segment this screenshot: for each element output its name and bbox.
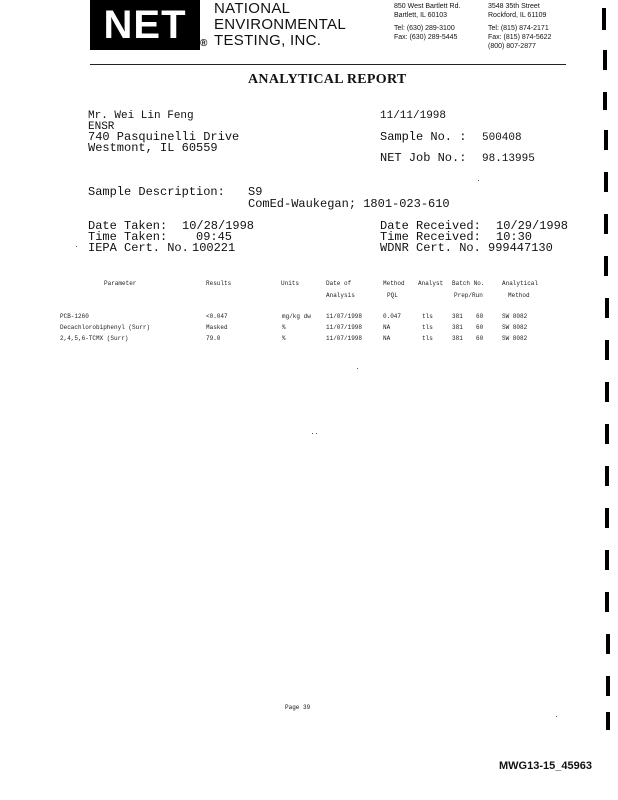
scan-edge-mark: [604, 214, 608, 234]
col-header-date-1: Date of: [326, 280, 352, 287]
row1-parameter: PCB-1260: [60, 313, 89, 320]
scan-speck: [478, 180, 479, 181]
row2-parameter: Decachlorobiphenyl (Surr): [60, 324, 151, 331]
scan-edge-mark: [605, 424, 609, 444]
row2-analyst: tls: [422, 324, 433, 331]
col-header-batch-2: Prep/Run: [454, 292, 483, 299]
scan-edge-mark: [603, 50, 607, 70]
time-taken-value: 09:45: [196, 230, 233, 244]
client-city: Westmont, IL 60559: [88, 141, 218, 155]
scan-speck: [357, 368, 358, 369]
row2-results: Masked: [206, 324, 228, 331]
row1-pql: 0.047: [383, 313, 402, 320]
scan-edge-mark: [605, 550, 609, 570]
wdnr-cert-value: 999447130: [488, 241, 553, 255]
sample-description-line1: S9: [248, 185, 263, 199]
scan-edge-mark: [603, 92, 607, 110]
scan-edge-mark: [606, 712, 610, 730]
company-name-line1: NATIONAL: [214, 0, 291, 17]
row3-date: 11/07/1998: [326, 335, 363, 342]
sample-no-label: Sample No. :: [380, 130, 467, 144]
scan-speck: [316, 433, 317, 434]
row3-analyst: tls: [422, 335, 433, 342]
scan-speck: [556, 716, 557, 717]
row1-results: <0.047: [206, 313, 228, 320]
row3-units: %: [282, 335, 286, 342]
scan-edge-mark: [604, 172, 608, 192]
row1-prep: 381: [452, 313, 463, 320]
col-header-method-2: PQL: [387, 292, 398, 299]
office2-address: 3548 35th Street Rockford, IL 61109 Tel: (815) 874-2171 Fax: (815) 874-5622 (800) 807-2877: [488, 3, 552, 50]
row1-units: mg/kg dw: [282, 313, 311, 320]
iepa-cert-value: 100221: [192, 241, 236, 255]
row1-run: 60: [476, 313, 484, 320]
row2-pql: NA: [383, 324, 391, 331]
job-no-label: NET Job No.:: [380, 151, 467, 165]
col-header-parameter: Parameter: [104, 280, 137, 287]
company-name-line2: ENVIRONMENTAL: [214, 16, 346, 33]
scan-edge-mark: [605, 340, 609, 360]
client-street: 740 Pasquinelli Drive: [88, 130, 240, 144]
wdnr-cert-label: WDNR Cert. No.: [380, 241, 481, 255]
date-received-value: 10/29/1998: [496, 219, 569, 233]
scan-edge-mark: [605, 382, 609, 402]
time-taken-label: Time Taken:: [88, 230, 168, 244]
scan-edge-mark: [602, 8, 606, 30]
job-no-value: 98.13995: [482, 153, 535, 165]
row2-date: 11/07/1998: [326, 324, 363, 331]
time-received-value: 10:30: [496, 230, 533, 244]
report-title: ANALYTICAL REPORT: [248, 72, 407, 87]
scan-edge-mark: [605, 592, 609, 612]
sample-description-label: Sample Description:: [88, 185, 225, 199]
row3-method: SW 8082: [502, 335, 528, 342]
row2-prep: 381: [452, 324, 463, 331]
scan-edge-mark: [605, 508, 609, 528]
client-name: Mr. Wei Lin Feng: [88, 110, 194, 122]
date-taken-value: 10/28/1998: [182, 219, 255, 233]
registered-mark: ®: [200, 38, 208, 49]
row1-analyst: tls: [422, 313, 433, 320]
row2-method: SW 8082: [502, 324, 528, 331]
date-taken-label: Date Taken:: [88, 219, 168, 233]
net-logo: NET: [90, 0, 200, 50]
scan-speck: [76, 246, 77, 247]
row2-units: %: [282, 324, 286, 331]
iepa-cert-label: IEPA Cert. No.: [88, 241, 189, 255]
row3-pql: NA: [383, 335, 391, 342]
company-name-line3: TESTING, INC.: [214, 32, 322, 49]
scan-edge-mark: [605, 298, 609, 318]
col-header-batch-1: Batch No.: [452, 280, 485, 287]
col-header-analytical-1: Analytical: [502, 280, 539, 287]
page-number: Page 39: [285, 704, 311, 711]
col-header-analyst: Analyst: [418, 280, 444, 287]
scan-edge-mark: [606, 676, 610, 696]
scan-edge-mark: [606, 634, 610, 654]
office1-address: 850 West Bartlett Rd. Bartlett, IL 60103 Tel: (630) 289-3100 Fax: (630) 289-5445: [394, 3, 461, 41]
row2-run: 60: [476, 324, 484, 331]
time-received-label: Time Received:: [380, 230, 481, 244]
sample-no-value: 500408: [482, 132, 522, 144]
date-received-label: Date Received:: [380, 219, 481, 233]
row1-method: SW 8082: [502, 313, 528, 320]
scan-speck: [312, 433, 313, 434]
sample-description-line2: ComEd-Waukegan; 1801-023-610: [248, 197, 450, 211]
header-divider: [90, 64, 566, 65]
row1-date: 11/07/1998: [326, 313, 363, 320]
col-header-date-2: Analysis: [326, 292, 355, 299]
scan-edge-mark: [604, 130, 608, 150]
col-header-units: Units: [281, 280, 300, 287]
row3-run: 60: [476, 335, 484, 342]
document-id: MWG13-15_45963: [499, 760, 592, 772]
scan-edge-mark: [604, 256, 608, 276]
col-header-analytical-2: Method: [508, 292, 530, 299]
row3-prep: 381: [452, 335, 463, 342]
row3-results: 79.0: [206, 335, 221, 342]
col-header-method-1: Method: [383, 280, 405, 287]
client-company: ENSR: [88, 121, 115, 133]
report-date: 11/11/1998: [380, 110, 447, 122]
scan-edge-mark: [605, 466, 609, 486]
row3-parameter: 2,4,5,6-TCMX (Surr): [60, 335, 129, 342]
col-header-results: Results: [206, 280, 232, 287]
